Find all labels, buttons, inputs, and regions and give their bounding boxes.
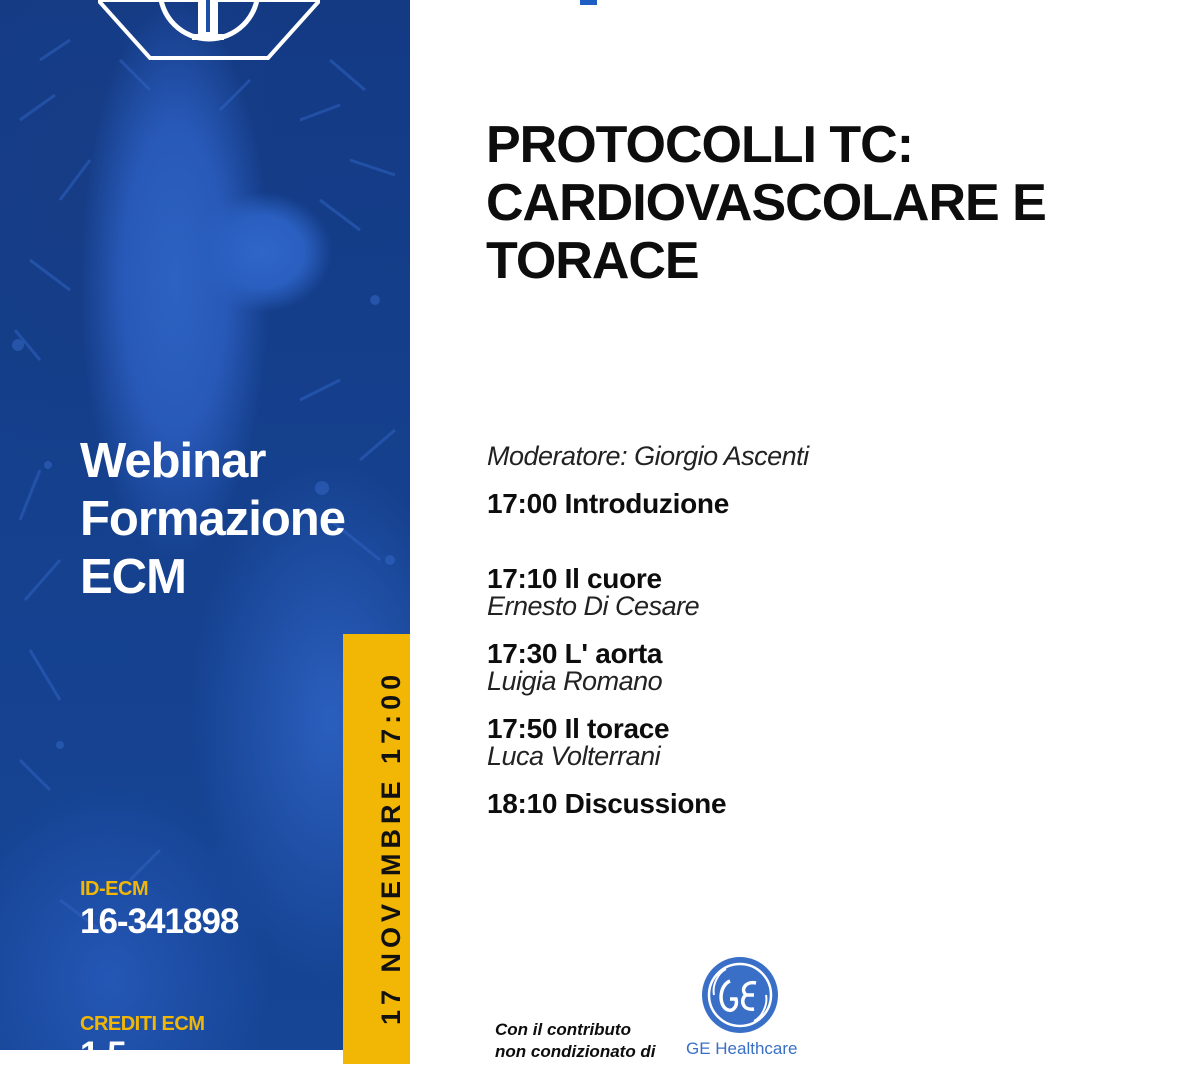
date-time: 17 NOVEMBRE 17:00 — [376, 669, 406, 1025]
program-slot: 17:10 Il cuore — [487, 563, 662, 594]
sponsor-text — [495, 1019, 656, 1063]
program-list — [487, 490, 1167, 865]
webinar-line: Webinar — [80, 434, 266, 488]
crediti-label: CREDITI ECM — [80, 1013, 205, 1035]
webinar-line: Formazione — [80, 492, 345, 546]
program-slot: 17:00 Introduzione — [487, 488, 729, 519]
program-speaker: Luigia Romano — [487, 666, 663, 696]
page-title — [486, 116, 1046, 290]
program-item — [487, 790, 1167, 865]
sponsor-line: non condizionato di — [495, 1042, 656, 1061]
program-item — [487, 565, 1167, 640]
program-slot: 18:10 Discussione — [487, 788, 727, 819]
top-accent-mark — [580, 0, 597, 5]
id-ecm-label: ID-ECM — [80, 878, 149, 900]
program-item — [487, 640, 1167, 715]
society-logo-icon — [98, 0, 320, 66]
program-speaker: Ernesto Di Cesare — [487, 591, 700, 621]
program-speaker: Luca Volterrani — [487, 741, 661, 771]
title-line: TORACE — [486, 232, 699, 290]
ge-monogram-icon — [700, 955, 780, 1035]
sponsor-name: GE Healthcare — [686, 1039, 798, 1058]
program-slot: 17:30 L' aorta — [487, 638, 663, 669]
webinar-title — [80, 432, 345, 606]
title-line: PROTOCOLLI TC: — [486, 116, 914, 174]
moderator: Moderatore: Giorgio Ascenti — [487, 441, 809, 471]
sponsor-line: Con il contributo — [495, 1020, 631, 1039]
id-ecm-value: 16-341898 — [80, 902, 239, 941]
left-panel — [0, 0, 410, 1074]
webinar-line: ECM — [80, 550, 186, 604]
title-line: CARDIOVASCOLARE E — [486, 174, 1046, 232]
program-item — [487, 490, 1167, 565]
crediti-value: 1,5 — [80, 1035, 126, 1074]
program-item — [487, 715, 1167, 790]
program-slot: 17:50 Il torace — [487, 713, 670, 744]
